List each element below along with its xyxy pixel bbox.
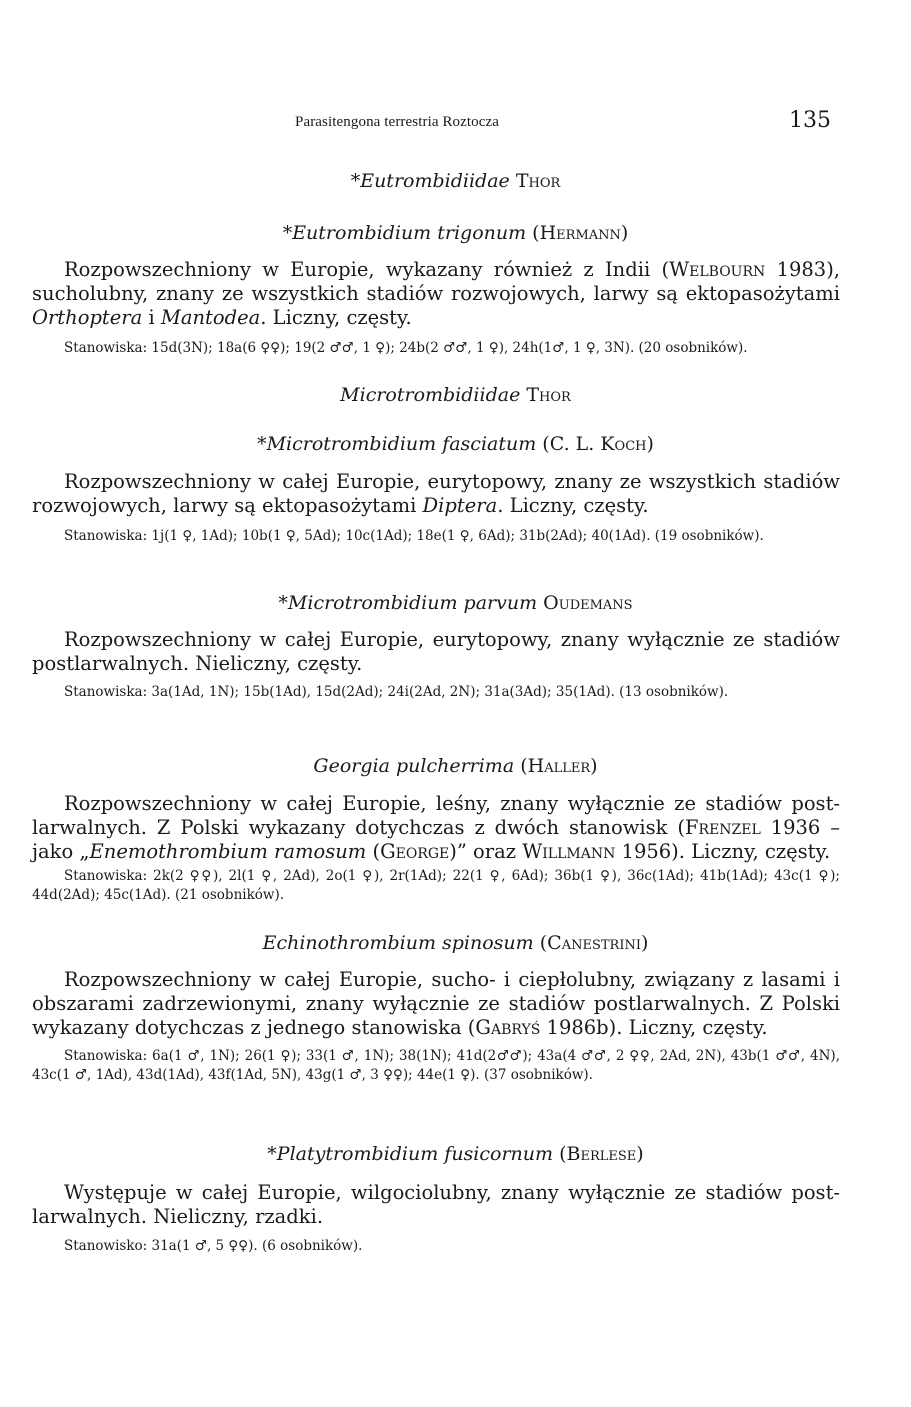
desc-text: Występuje w całej Europie, wilgociolubny, znany wyłącznie ze stadiów post-larwalnych. Nieliczny, rzadki. [32, 1181, 840, 1228]
stations-list: Stanowiska: 3a(1Ad, 1N); 15b(1Ad), 15d(2Ad); 24i(2Ad, 2N); 31a(3Ad); 35(1Ad). (13 osobników). [64, 684, 729, 700]
species-author: Haller [527, 755, 591, 777]
author-open: ( [532, 222, 540, 244]
species-description [32, 470, 840, 518]
species-description [32, 628, 840, 676]
species-heading-georgia-pulcherrima [30, 755, 881, 777]
species-heading-echinothrombium-spinosum [30, 932, 881, 954]
family-name: Microtrombidiidae [340, 384, 521, 406]
taxon-ref: Orthoptera [32, 306, 143, 329]
citation: George [380, 840, 450, 863]
species-name: *Microtrombidium parvum [278, 592, 538, 614]
desc-text: ( [366, 840, 381, 863]
taxon-ref: Mantodea [160, 306, 261, 329]
taxon-ref: Enemothrombium ramosum [89, 840, 367, 863]
desc-text: 1936 – jako „ [32, 816, 840, 863]
desc-text: )” oraz [449, 840, 523, 863]
species-description [32, 792, 840, 864]
author-open: (C. L. [542, 433, 601, 455]
author-open: ( [559, 1143, 567, 1165]
stations-list: Stanowiska: 15d(3N); 18a(6 ♀♀); 19(2 ♂♂, 1 ♀); 24b(2 ♂♂, 1 ♀), 24h(1♂, 1 ♀, 3N). (20 osobników). [64, 340, 748, 356]
page-number: 135 [789, 108, 831, 133]
family-name: *Eutrombidiidae [350, 170, 510, 192]
author-open: ( [520, 755, 528, 777]
species-name: *Platytrombidium fusicornum [267, 1143, 554, 1165]
species-name: *Eutrombidium trigonum [282, 222, 527, 244]
species-heading-platytrombidium-fusicornum [30, 1143, 881, 1165]
species-author: Berlese [566, 1143, 637, 1165]
taxon-ref: Diptera [422, 494, 498, 517]
species-author: Hermann [539, 222, 621, 244]
species-name: Georgia pulcherrima [313, 755, 515, 777]
desc-text: Rozpowszechniony w całej Europie, eurytopowy, znany wyłącznie ze stadiów postlarwalnych. Nieliczny, częsty. [32, 628, 840, 675]
species-name: Echinothrombium spinosum [262, 932, 534, 954]
species-author: Canestrini [547, 932, 641, 954]
species-heading-microtrombidium-fasciatum [30, 433, 881, 455]
species-author: Koch [600, 433, 647, 455]
stations-list: Stanowiska: 2k(2 ♀♀), 2l(1 ♀, 2Ad), 2o(1 ♀), 2r(1Ad); 22(1 ♀, 6Ad); 36b(1 ♀), 36c(1Ad); 41b(1Ad); 43c(1 ♀); 44d(2Ad); 45c(1Ad). (21 osobników). [32, 868, 840, 903]
citation: Gabryś [475, 1016, 541, 1039]
species-description [32, 258, 840, 330]
desc-text: 1983), sucholubny, znany ze wszystkich stadiów rozwojowych, larwy są ektopasożytami [32, 258, 840, 305]
species-name: *Microtrombidium fasciatum [257, 433, 537, 455]
species-author: Oudemans [543, 592, 633, 614]
desc-text: Rozpowszechniony w całej Europie, sucho- i ciepłolubny, związany z lasami i obszarami zadrzewionymi, znany wyłącznie ze stadiów postlarwalnych. Z Polski wykazany dotychczas z jednego stanowiska ( [32, 968, 840, 1039]
desc-text: Rozpowszechniony w całej Europie, eurytopowy, znany ze wszystkich stadiów rozwojowych, larwy są ektopasożytami [32, 470, 840, 517]
author-close: ) [636, 1143, 644, 1165]
desc-text: Rozpowszechniony w całej Europie, leśny, znany wyłącznie ze stadiów post-larwalnych. Z Polski wykazany dotychczas z dwóch stanowisk ( [32, 792, 840, 839]
desc-text: i [142, 306, 161, 329]
stations-list: Stanowisko: 31a(1 ♂, 5 ♀♀). (6 osobników). [64, 1238, 363, 1254]
desc-text: 1956). Liczny, częsty. [615, 840, 831, 863]
species-heading-eutrombidium-trigonum [30, 222, 881, 244]
citation: Frenzel [685, 816, 761, 839]
author-open: ( [539, 932, 548, 954]
author-close: ) [590, 755, 598, 777]
family-author: Thor [526, 384, 571, 406]
desc-text: Rozpowszechniony w Europie, wykazany również z Indii ( [64, 258, 670, 281]
desc-text: . Liczny, częsty. [497, 494, 649, 517]
desc-text: . Liczny, częsty. [260, 306, 412, 329]
species-description [32, 968, 840, 1040]
citation: Willmann [522, 840, 616, 863]
citation: Welbourn [669, 258, 766, 281]
stations-list: Stanowiska: 6a(1 ♂, 1N); 26(1 ♀); 33(1 ♂, 1N); 38(1N); 41d(2♂♂); 43a(4 ♂♂, 2 ♀♀, 2Ad, 2N), 43b(1 ♂♂, 4N), 43c(1 ♂, 1Ad), 43d(1Ad), 43f(1Ad, 5N), 43g(1 ♂, 3 ♀♀); 44e(1 ♀). (37 osobników). [32, 1048, 840, 1083]
family-heading-eutrombidiidae [30, 170, 881, 192]
author-close: ) [620, 222, 629, 244]
species-heading-microtrombidium-parvum [30, 592, 881, 614]
author-close: ) [646, 433, 654, 455]
desc-text: 1986b). Liczny, częsty. [540, 1016, 768, 1039]
family-heading-microtrombidiidae [30, 384, 881, 406]
running-header: Parasitengona terrestria Roztocza [295, 114, 500, 130]
family-author: Thor [515, 170, 561, 192]
author-close: ) [640, 932, 649, 954]
stations-list: Stanowiska: 1j(1 ♀, 1Ad); 10b(1 ♀, 5Ad); 10c(1Ad); 18e(1 ♀, 6Ad); 31b(2Ad); 40(1Ad). (19 osobników). [64, 528, 764, 544]
species-description [32, 1181, 840, 1229]
